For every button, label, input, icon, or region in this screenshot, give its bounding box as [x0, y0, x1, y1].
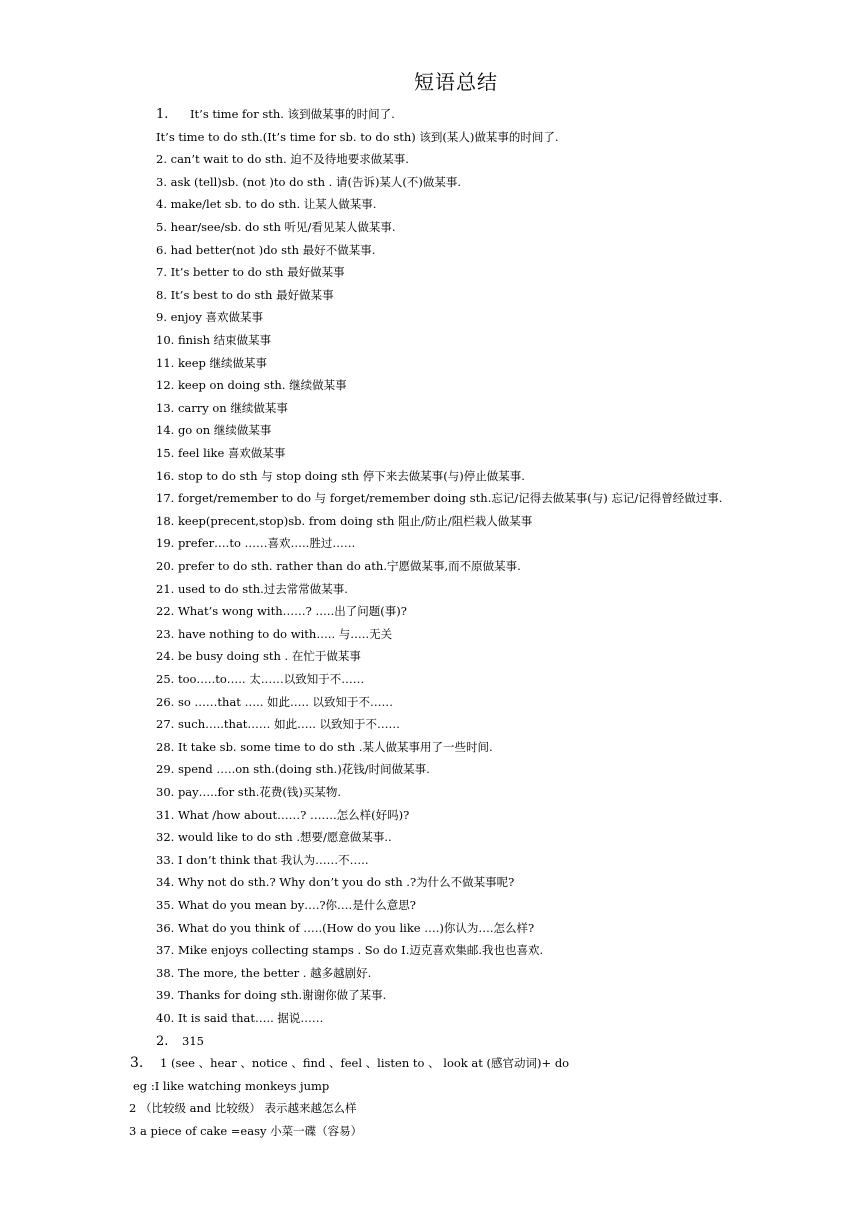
item-text: It’s time to do sth.(It’s time for sb. to do sth) 该到(某人)做某事的时间了.	[156, 129, 559, 144]
section-text: 1 (see 、hear 、notice 、find 、feel 、listen to 、 look at (感官动词)+ do	[160, 1056, 570, 1071]
phrase-item	[156, 488, 722, 508]
phrase-item	[156, 601, 407, 621]
section-text: 315	[182, 1033, 204, 1048]
phrase-item	[156, 511, 532, 531]
item-text: 3. ask (tell)sb. (not )to do sth . 请(告诉)某人(不)做某事.	[156, 174, 462, 189]
phrase-item	[156, 285, 334, 305]
phrase-item	[156, 805, 409, 825]
phrase-item	[156, 1008, 323, 1028]
phrase-item	[156, 262, 345, 282]
phrase-item	[156, 759, 430, 779]
phrase-item	[156, 330, 271, 350]
item-text: 5. hear/see/sb. do sth 听见/看见某人做某事.	[156, 220, 396, 234]
item-text: 21. used to do sth.过去常常做某事.	[156, 581, 348, 596]
item-text: 34. Why not do sth.? Why don’t you do sth .?为什么不做某事呢?	[156, 875, 515, 890]
item-text: 20. prefer to do sth. rather than do ath.宁愿做某事,而不原做某事.	[156, 559, 521, 573]
phrase-item	[156, 420, 271, 440]
item-number: 1.	[156, 107, 169, 122]
item-text: 19. prefer….to ……喜欢…..胜过……	[156, 536, 356, 551]
phrase-item	[156, 307, 263, 327]
section-3-line	[129, 1098, 357, 1118]
phrase-item	[156, 533, 355, 553]
line-text: eg :I like watching monkeys jump	[133, 1078, 330, 1093]
item-text: 37. Mike enjoys collecting stamps . So do I.迈克喜欢集邮.我也也喜欢.	[156, 943, 544, 958]
item-text: 26. so ……that ….. 如此….. 以致知于不……	[156, 694, 394, 709]
phrase-item-1	[156, 104, 395, 124]
phrase-item	[156, 782, 341, 802]
item-text: 30. pay…..for sth.花费(钱)买某物.	[156, 785, 342, 799]
item-text: 35. What do you mean by….?你….是什么意思?	[156, 898, 416, 912]
phrase-item	[156, 466, 525, 486]
phrase-item	[156, 149, 409, 169]
item-text: 7. It’s better to do sth 最好做某事	[156, 265, 345, 280]
phrase-item	[156, 556, 521, 576]
phrase-item	[156, 918, 534, 938]
section-3	[130, 1053, 569, 1073]
phrase-item	[156, 940, 543, 960]
item-text: 8. It’s best to do sth 最好做某事	[156, 287, 334, 302]
item-text: 28. It take sb. some time to do sth .某人做某事用了一些时间.	[156, 739, 493, 754]
phrase-item	[156, 624, 392, 644]
phrase-item-1-extra	[156, 127, 559, 147]
phrase-item	[156, 895, 416, 915]
phrase-item	[156, 872, 514, 892]
section-number: 3.	[130, 1055, 144, 1072]
phrase-item	[156, 669, 364, 689]
page-title: 短语总结	[414, 70, 498, 94]
phrase-item	[156, 963, 371, 983]
phrase-item	[156, 579, 348, 599]
item-text: 4. make/let sb. to do sth. 让某人做某事.	[156, 197, 377, 212]
item-text: 39. Thanks for doing sth.谢谢你做了某事.	[156, 988, 387, 1003]
phrase-item	[156, 375, 347, 395]
item-text: 29. spend …..on sth.(doing sth.)花钱/时间做某事.	[156, 762, 430, 777]
line-text: 3 a piece of cake =easy 小菜一碟（容易）	[129, 1124, 363, 1138]
section-number: 2.	[156, 1033, 169, 1049]
line-text: 2 （比较级 and 比较级） 表示越来越怎么样	[129, 1101, 357, 1116]
item-text: 13. carry on 继续做某事	[156, 400, 288, 415]
phrase-item	[156, 443, 285, 463]
phrase-item	[156, 194, 376, 214]
item-text: It’s time for sth. 该到做某事的时间了.	[190, 107, 395, 121]
phrase-item	[156, 398, 288, 418]
phrase-item	[156, 692, 393, 712]
phrase-item	[156, 985, 386, 1005]
phrase-item	[156, 353, 267, 373]
item-text: 12. keep on doing sth. 继续做某事	[156, 378, 347, 393]
item-text: 10. finish 结束做某事	[156, 333, 272, 347]
phrase-item	[156, 737, 493, 757]
phrase-item	[156, 850, 368, 870]
item-text: 33. I don’t think that 我认为……不…..	[156, 852, 369, 867]
item-text: 22. What’s wong with……? …..出了问题(事)?	[156, 604, 407, 619]
item-text: 2. can’t wait to do sth. 迫不及待地要求做某事.	[156, 152, 409, 167]
item-text: 14. go on 继续做某事	[156, 423, 272, 438]
item-text: 18. keep(precent,stop)sb. from doing sth 阻止/防止/阻栏栽人做某事	[156, 513, 533, 528]
phrase-item	[156, 217, 396, 237]
item-text: 27. such…..that…… 如此….. 以致知于不……	[156, 717, 401, 732]
phrase-item	[156, 714, 400, 734]
phrase-item	[156, 646, 361, 666]
item-text: 25. too…..to….. 太……以致知于不……	[156, 672, 365, 686]
section-3-line	[129, 1121, 362, 1141]
item-text: 32. would like to do sth .想要/愿意做某事..	[156, 830, 392, 845]
item-text: 40. It is said that….. 据说……	[156, 1011, 324, 1025]
section-3-line	[133, 1076, 329, 1096]
item-text: 38. The more, the better . 越多越剧好.	[156, 965, 372, 980]
item-text: 17. forget/remember to do 与 forget/remember doing sth.忘记/记得去做某事(与) 忘记/记得曾经做过事.	[156, 491, 723, 506]
item-text: 9. enjoy 喜欢做某事	[156, 310, 263, 325]
item-text: 24. be busy doing sth . 在忙于做某事	[156, 649, 361, 664]
section-2	[156, 1031, 204, 1051]
item-text: 16. stop to do sth 与 stop doing sth 停下来去做某事(与)停止做某事.	[156, 468, 525, 483]
phrase-item	[156, 240, 375, 260]
item-text: 6. had better(not )do sth 最好不做某事.	[156, 242, 376, 257]
item-text: 15. feel like 喜欢做某事	[156, 446, 286, 460]
item-text: 31. What /how about……? …….怎么样(好吗)?	[156, 807, 410, 822]
item-text: 36. What do you think of …..(How do you like ….)你认为….怎么样?	[156, 920, 535, 935]
item-text: 23. have nothing to do with….. 与…..无关	[156, 626, 393, 641]
item-text: 11. keep 继续做某事	[156, 355, 268, 370]
phrase-item	[156, 827, 392, 847]
phrase-item	[156, 172, 461, 192]
